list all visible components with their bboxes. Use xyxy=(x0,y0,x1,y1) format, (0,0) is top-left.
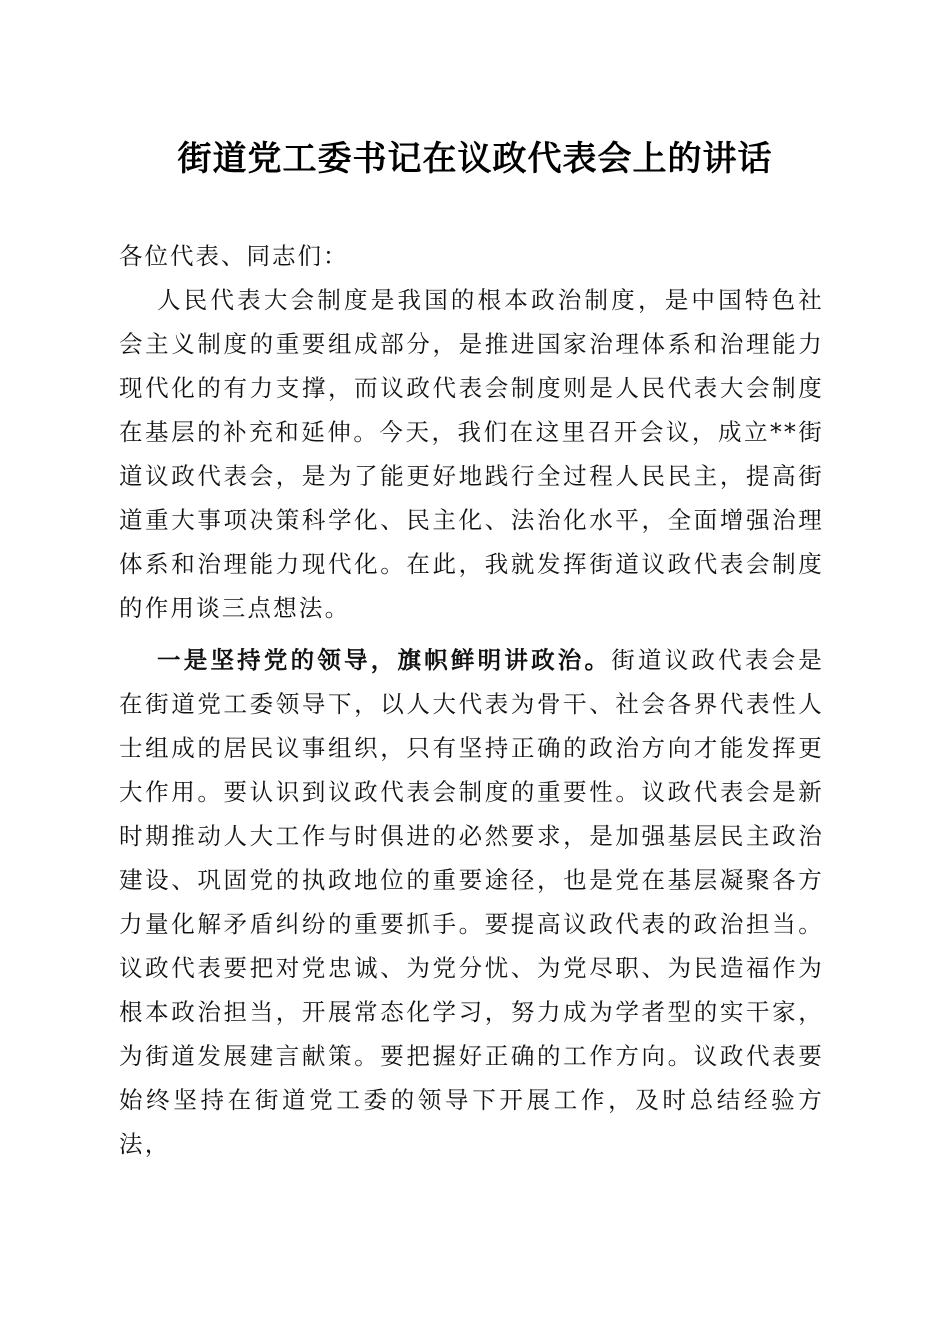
salutation: 各位代表、同志们： xyxy=(119,242,349,270)
paragraph-point-one-text: 街道议政代表会是在街道党工委领导下，以人大代表为骨干、社会各界代表性人士组成的居民议事组织，只有坚持正确的政治方向才能发挥更大作用。要认识到议政代表会制度的重要性。议政代表会是新时期推动人大工作与时俱进的必然要求，是加强基层民主政治建设、巩固党的执政地位的重要途径，也是党在基层凝聚各方力量化解矛盾纠纷的重要抓手。要提高议政代表的政治担当。议政代表要把对党忠诚、为党分忧、为党尽职、为民造福作为根本政治担当，开展常态化学习，努力成为学者型的实干家，为街道发展建言献策。要把握好正确的工作方向。议政代表要始终坚持在街道党工委的领导下开展工作，及时总结经验方法， xyxy=(119,646,824,1158)
paragraph-point-one-lead: 一是坚持党的领导，旗帜鲜明讲政治。 xyxy=(157,646,612,674)
paragraph-intro xyxy=(119,278,824,630)
document-body xyxy=(119,234,824,1166)
paragraph-intro-text: 人民代表大会制度是我国的根本政治制度，是中国特色社会主义制度的重要组成部分，是推进国家治理体系和治理能力现代化的有力支撑，而议政代表会制度则是人民代表大会制度在基层的补充和延伸。今天，我们在这里召开会议，成立**街道议政代表会，是为了能更好地践行全过程人民民主，提高街道重大事项决策科学化、民主化、法治化水平，全面增强治理体系和治理能力现代化。在此，我就发挥街道议政代表会制度的作用谈三点想法。 xyxy=(119,286,824,622)
page-title: 街道党工委书记在议政代表会上的讲话 xyxy=(177,139,773,179)
paragraph-point-one xyxy=(119,638,824,1166)
